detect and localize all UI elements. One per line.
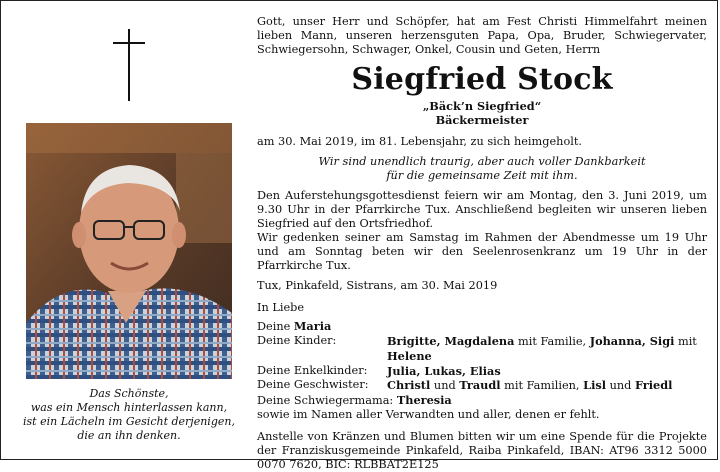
family-motherinlaw xyxy=(257,393,707,408)
in-love: In Liebe xyxy=(257,301,305,314)
family-label: Deine Kinder: xyxy=(257,334,337,347)
service-text: Den Auferstehungsgottesdienst feiern wir am Montag, den 3. Juni 2019, um 9.30 Uhr in der Pfarrkirche Tux. Anschließend begleiten wir unseren lieben Siegfried auf den Ortsfriedhof. xyxy=(257,189,707,230)
memorial-quote xyxy=(21,387,237,443)
quote-line: die an ihn denken. xyxy=(77,429,181,442)
family-value: Julia, Lukas, Elias xyxy=(387,364,501,378)
cross-icon xyxy=(113,29,145,101)
sibling-name: Christl xyxy=(387,378,431,392)
child-names: Johanna, Sigi xyxy=(589,334,675,348)
deceased-name: Siegfried Stock xyxy=(351,62,613,97)
family-name: Theresia xyxy=(396,393,452,407)
family-list xyxy=(257,319,707,422)
mourning-line: für die gemeinsame Zeit mit ihm. xyxy=(386,169,578,182)
donation-text: Anstelle von Kränzen und Blumen bitten wir um eine Spende für die Projekte der Franziskusgemeinde Pinkafeld, Raiba Pinkafeld, IBAN: AT96 3312 5000 0070 7620, BIC: RLBBAT2E125 xyxy=(257,430,707,471)
quote-line: was ein Mensch hinterlassen kann, xyxy=(30,401,228,414)
sibling-name: Traudl xyxy=(459,378,501,392)
quote-line: ist ein Lächeln im Gesicht derjenigen, xyxy=(23,415,235,428)
quote-line: Das Schönste, xyxy=(89,387,169,400)
connector: mit Familien, xyxy=(500,379,584,392)
connector: und xyxy=(430,379,460,392)
family-label: Deine Geschwister: xyxy=(257,378,369,391)
family-value xyxy=(387,334,707,364)
mourning-line: Wir sind unendlich traurig, aber auch voller Dankbarkeit xyxy=(318,155,646,168)
family-label: Deine xyxy=(257,320,294,333)
family-grandchildren xyxy=(257,364,707,378)
family-wife xyxy=(257,319,707,334)
connector: mit Familie, xyxy=(514,335,590,348)
family-relatives: sowie im Namen aller Verwandten und aller, denen er fehlt. xyxy=(257,408,600,421)
notice-text xyxy=(257,15,707,472)
family-name: Maria xyxy=(293,319,332,333)
family-value xyxy=(387,378,707,393)
nickname: „Bäck’n Siegfried“ xyxy=(422,99,542,113)
sibling-name: Lisl xyxy=(583,378,607,392)
child-names: Brigitte, Magdalena xyxy=(387,334,515,348)
family-label: Deine Schwiegermama: xyxy=(257,394,397,407)
sibling-name: Friedl xyxy=(634,378,673,392)
remembrance-text: Wir gedenken seiner am Samstag im Rahmen der Abendmesse um 19 Uhr und am Sonntag beten wir den Seelenrosenkranz um 19 Uhr in der Pfarrkirche Tux. xyxy=(257,231,707,272)
family-siblings xyxy=(257,378,707,393)
place-date: Tux, Pinkafeld, Sistrans, am 30. Mai 2019 xyxy=(257,279,498,292)
intro-text: Gott, unser Herr und Schöpfer, hat am Fest Christi Himmelfahrt meinen lieben Mann, unseren herzensguten Papa, Opa, Bruder, Schwiegervater, Schwiegersohn, Schwager, Onkel, Cousin und Geten, Herrn xyxy=(257,15,707,56)
child-names: Helene xyxy=(387,349,432,363)
profession: Bäckermeister xyxy=(435,113,529,127)
portrait-photo xyxy=(26,123,232,379)
death-line: am 30. Mai 2019, im 81. Lebensjahr, zu sich heimgeholt. xyxy=(257,135,582,148)
connector: und xyxy=(606,379,635,392)
connector: mit xyxy=(674,335,697,348)
family-children xyxy=(257,334,707,364)
family-label: Deine Enkelkinder: xyxy=(257,364,368,377)
